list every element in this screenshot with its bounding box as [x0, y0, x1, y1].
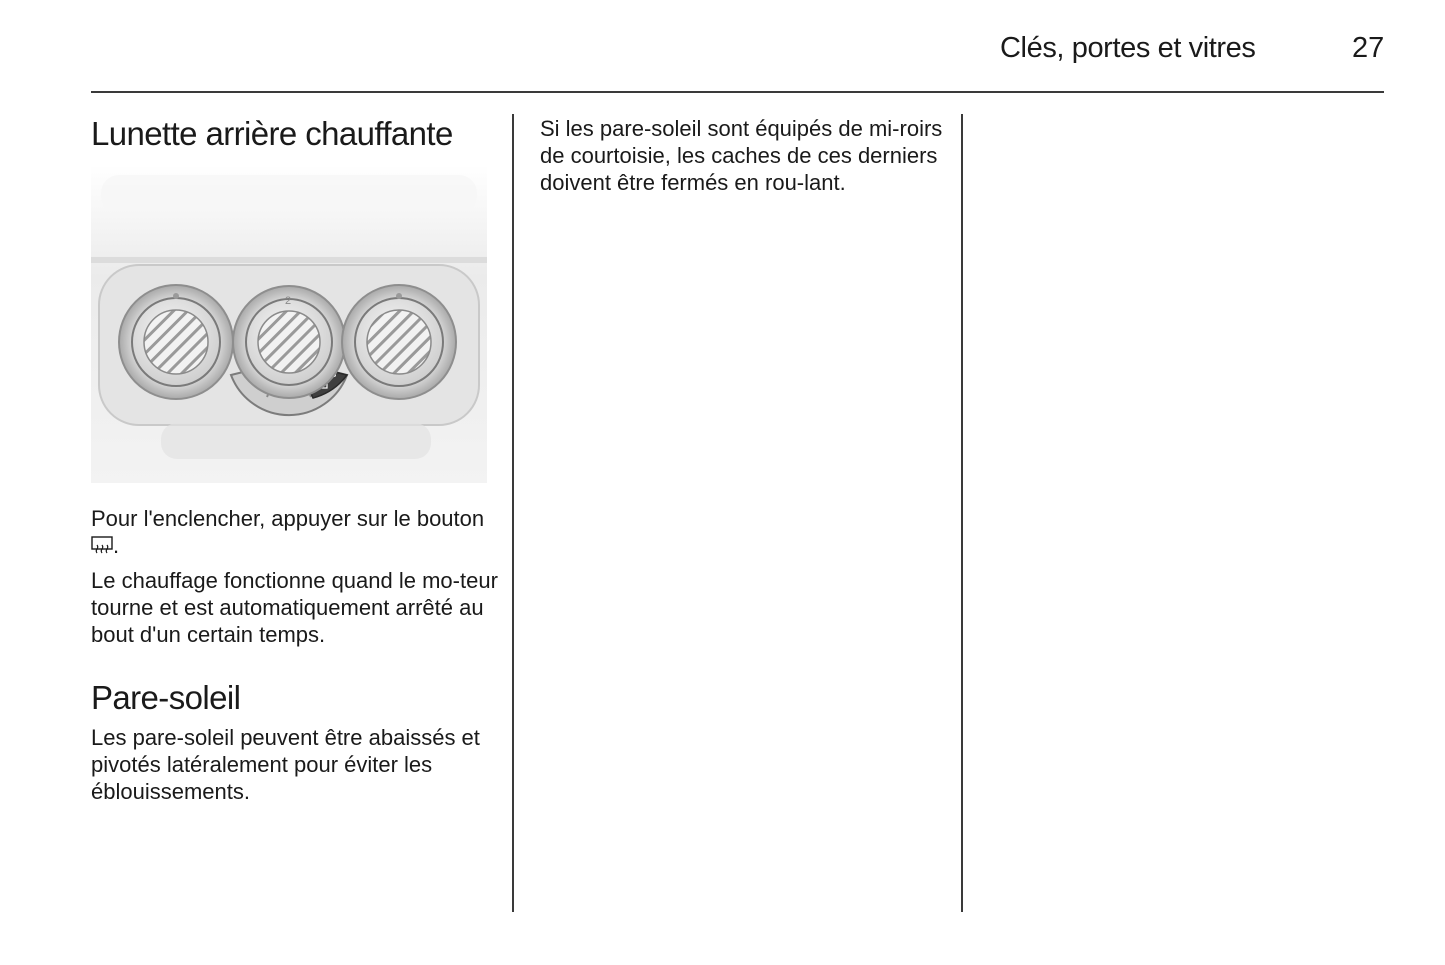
section-heading-sun-visors: Pare-soleil [91, 679, 241, 716]
header-divider [91, 91, 1384, 93]
rear-window-operation-text: Le chauffage fonctionne quand le mo-teur tourne et est automatiquement arrêté au bout d'un certain temps. [91, 568, 498, 647]
section-heading-rear-window: Lunette arrière chauffante [91, 115, 453, 152]
instruction-text: Pour l'enclencher, appuyer sur le bouton [91, 506, 485, 531]
page-number: 27 [1352, 32, 1385, 64]
column-divider-left [512, 114, 514, 912]
running-header-title: Clés, portes et vitres [1000, 32, 1256, 64]
climate-control-illustration [91, 165, 487, 483]
rear-window-heading-block [91, 113, 496, 155]
column-divider-right [961, 114, 963, 912]
instruction-period: . [113, 533, 120, 558]
fan-speed-label: 2 [285, 295, 292, 307]
climate-panel-drawing [91, 165, 487, 483]
sun-visors-description: Les pare-soleil peuvent être abaissés et pivotés latéralement pour éviter les éblouissements. [91, 725, 480, 804]
rear-window-instruction [91, 505, 501, 562]
rear-window-heater-icon [91, 535, 113, 562]
vanity-mirror-note: Si les pare-soleil sont équipés de mi-roirs de courtoisie, les caches de ces derniers doivent être fermés en rou-lant. [540, 116, 943, 195]
